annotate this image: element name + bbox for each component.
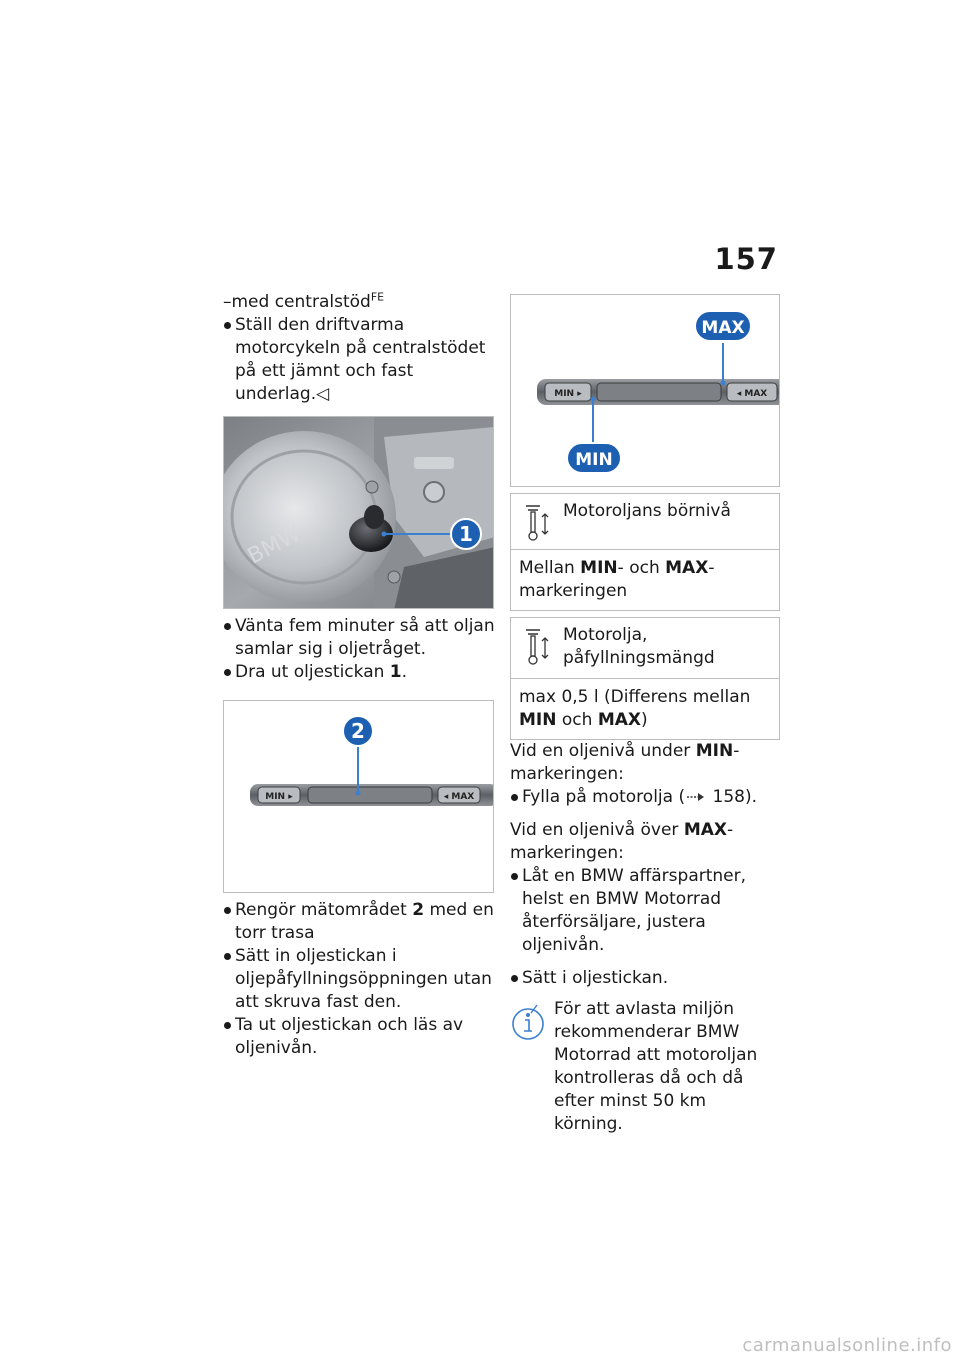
- table-header: Motoroljans börnivå: [511, 494, 779, 550]
- list-item: Vänta fem minuter så att oljan samlar sig i oljetråget.: [223, 615, 495, 661]
- dipstick-minmax-illustration: [511, 295, 780, 487]
- watermark: carmanualsonline.info: [742, 1335, 952, 1356]
- paragraph: Vid en oljenivå över MAX-markeringen:: [510, 820, 734, 863]
- engine-photo-figure: [223, 416, 494, 609]
- dipstick-min-mark: MIN ▸: [265, 792, 293, 802]
- info-icon: [510, 1002, 546, 1049]
- left-column: [223, 291, 495, 1060]
- list-item: Ställ den driftvarma motorcykeln på centralstödet på ett jämnt och fast underlag.◁: [223, 314, 495, 406]
- list-item: Dra ut oljestickan 1.: [223, 661, 495, 684]
- dipstick-min-mark: MIN ▸: [554, 389, 582, 399]
- list-item: Fylla på motorolja ( 158).: [510, 786, 780, 809]
- dipstick-illustration: [224, 701, 494, 893]
- dipstick-figure-minmax: [510, 294, 780, 487]
- oil-level-table: [510, 493, 780, 611]
- oil-fill-table: [510, 617, 780, 740]
- dipstick-level-icon: [523, 500, 551, 549]
- callout-2-label: 2: [351, 719, 365, 743]
- callout-min-label: MIN: [575, 450, 613, 470]
- table-body: Mellan MIN- och MAX-markeringen: [519, 558, 715, 601]
- section-heading: –med centralstöd$^{FE}$: [223, 290, 385, 312]
- table-body: max 0,5 l (Differens mellan MIN och MAX): [519, 687, 751, 730]
- engine-photo: [224, 417, 494, 609]
- list-item: Rengör mätområdet 2 med en torr trasa: [223, 899, 495, 945]
- callout-max-label: MAX: [701, 318, 745, 338]
- table-header: Motorolja, påfyllningsmängd: [511, 618, 779, 679]
- list-item: Låt en BMW affärspartner, helst en BMW Motorrad återförsäljare, justera oljenivån.: [510, 865, 780, 957]
- info-note: För att avlasta miljön rekommenderar BMW Motorrad att motoroljan kontrolleras då och då efter minst 50 km körning.: [510, 998, 780, 1136]
- page-ref-arrow-icon: [685, 792, 707, 802]
- variant-superscript: FE: [370, 290, 385, 304]
- dipstick-max-mark: ◂ MAX: [443, 792, 475, 802]
- right-column: [510, 294, 780, 1136]
- dipstick-max-mark: ◂ MAX: [736, 389, 768, 399]
- dipstick-figure-2: [223, 700, 494, 893]
- page-number: 157: [714, 242, 778, 276]
- callout-1-label: 1: [459, 522, 473, 546]
- list-item: Sätt i oljestickan.: [510, 967, 780, 990]
- list-item: Sätt in oljestickan i oljepåfyllningsöppningen utan att skruva fast den.: [223, 945, 495, 1014]
- list-item: Ta ut oljestickan och läs av oljenivån.: [223, 1014, 495, 1060]
- dipstick-level-icon: [523, 624, 551, 673]
- engine-logo-text: BMW: [243, 521, 305, 570]
- paragraph: Vid en oljenivå under MIN-markeringen:: [510, 741, 740, 784]
